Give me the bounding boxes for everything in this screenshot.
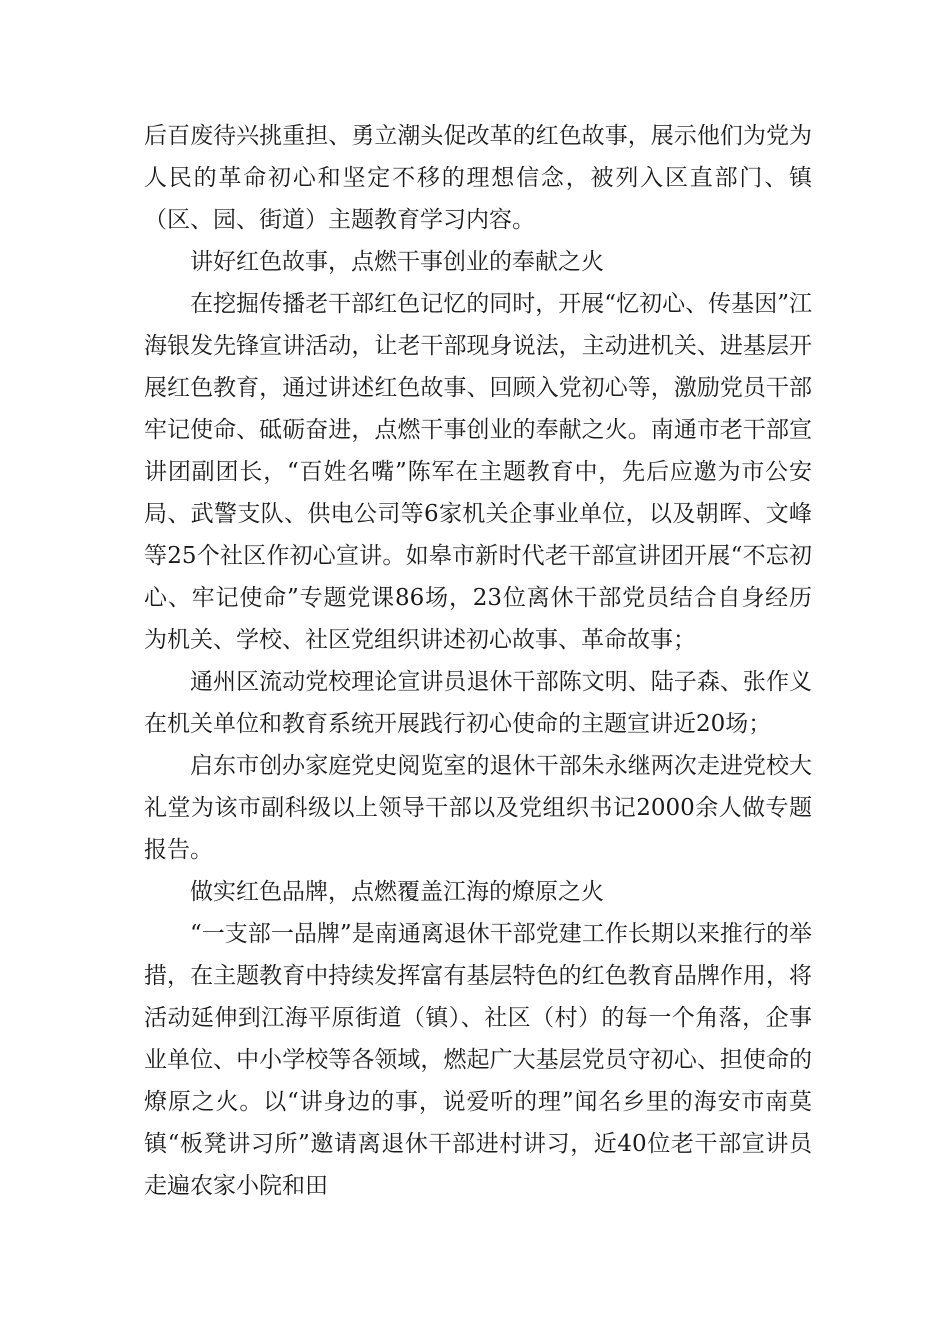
section-heading-red-stories: 讲好红色故事，点燃干事创业的奉献之火 — [190, 249, 604, 275]
body-paragraph-4: 启东市创办家庭党史阅览室的退休干部朱永继两次走进党校大礼堂为该市副科级以上领导干部以及党组织书记2000余人做专题报告。 — [144, 753, 812, 863]
body-paragraph-3: 通州区流动党校理论宣讲员退休干部陈文明、陆子森、张作义在机关单位和教育系统开展践行初心使命的主题宣讲近20场； — [144, 669, 812, 737]
body-paragraph-5: “一支部一品牌”是南通离退休干部党建工作长期以来推行的举措，在主题教育中持续发挥富有基层特色的红色教育品牌作用，将活动延伸到江海平原街道（镇）、社区（村）的每一个角落，企事业单位、中小学校等各领域，燃起广大基层党员守初心、担使命的燎原之火。以“讲身边的事，说爱听的理”闻名乡里的海安市南莫镇“板凳讲习所”邀请离退休干部进村讲习，近40位老干部宣讲员走遍农家小院和田 — [144, 921, 812, 1199]
article-body — [144, 115, 812, 1207]
body-paragraph-2: 在挖掘传播老干部红色记忆的同时，开展“忆初心、传基因”江海银发先锋宣讲活动，让老干部现身说法，主动进机关、进基层开展红色教育，通过讲述红色故事、回顾入党初心等，激励党员干部牢记使命、砥砺奋进，点燃干事创业的奉献之火。南通市老干部宣讲团副团长，“百姓名嘴”陈军在主题教育中，先后应邀为市公安局、武警支队、供电公司等6家机关企事业单位，以及朝晖、文峰等25个社区作初心宣讲。如皋市新时代老干部宣讲团开展“不忘初心、牢记使命”专题党课86场，23位离休干部党员结合自身经历为机关、学校、社区党组织讲述初心故事、革命故事； — [144, 291, 812, 653]
section-heading-red-brand: 做实红色品牌，点燃覆盖江海的燎原之火 — [190, 879, 604, 905]
body-paragraph-1: 后百废待兴挑重担、勇立潮头促改革的红色故事，展示他们为党为人民的革命初心和坚定不移的理想信念，被列入区直部门、镇（区、园、街道）主题教育学习内容。 — [144, 123, 812, 233]
